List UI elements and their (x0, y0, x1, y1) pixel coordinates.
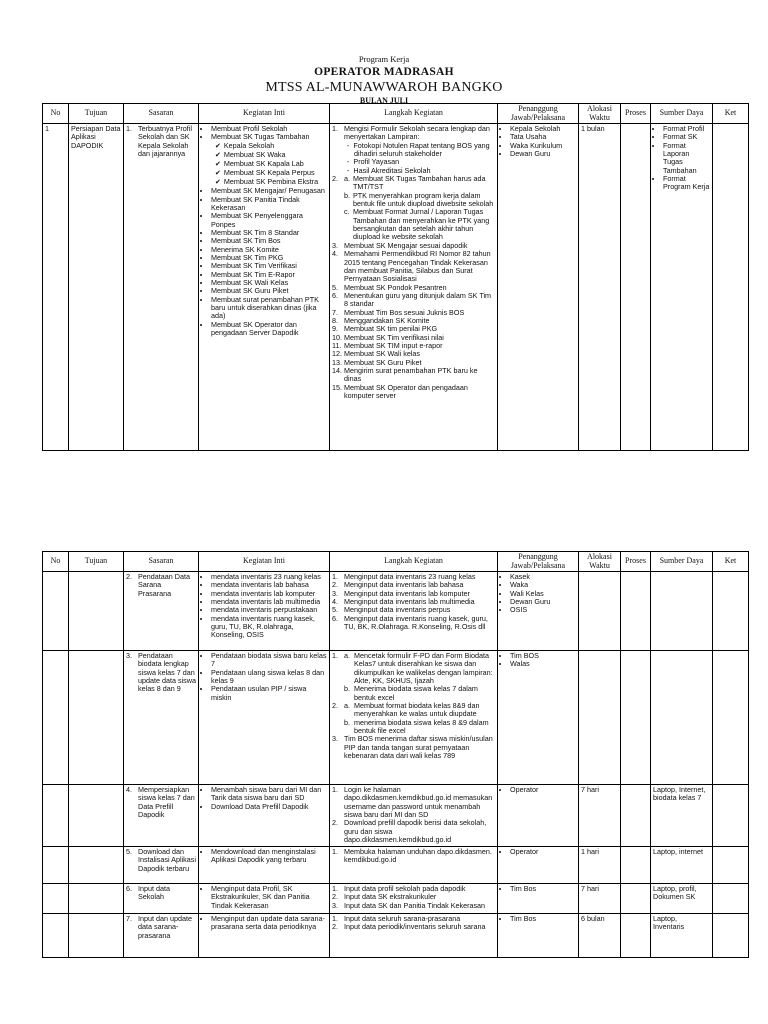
cell-langkah: 1. Membuka halaman unduhan dapo.dikdasmen. kemdikbud.go.id (330, 847, 498, 884)
list-item: • Membuat SK Mengajar/ Penugasan (211, 187, 327, 195)
list-item: • Dewan Guru (510, 150, 576, 158)
list-item: • Dewan Guru (510, 598, 576, 606)
cell-langkah: 1. Input data seluruh sarana-prasarana 2. Input data periodik/inventaris seluruh sarana (330, 914, 498, 958)
col-header-no: No (43, 104, 69, 124)
cell-waktu: 1 hari (579, 847, 621, 884)
list-item: • Membuat SK Tim Verifikasi (211, 262, 327, 270)
step-text: Menggandakan SK Komite (344, 315, 430, 325)
step-text: Membuka halaman unduhan dapo.dikdasmen. kemdikbud.go.id (344, 847, 492, 865)
sasaran-text: Pendataan Data Sarana Prasarana (138, 572, 190, 598)
check-item: ✔ Membuat SK Waka (223, 151, 327, 160)
col-header-langkah: Langkah Kegiatan (330, 552, 498, 572)
cell-pj (498, 572, 579, 651)
list-item: • mendata inventaris lab komputer (211, 590, 327, 598)
list-item: • Kepala Sekolah (510, 125, 576, 133)
list-item-label: Membuat SK Tugas Tambahan (211, 132, 310, 142)
col-header-pj: Penanggung Jawab/Pelaksana (498, 104, 579, 124)
step-text: Input data periodik/inventaris seluruh sarana (344, 922, 486, 932)
step-text: Membuat SK Operator dan pengadaan komputer server (344, 382, 468, 400)
col-header-proses: Proses (621, 552, 651, 572)
col-header-sumber: Sumber Daya (651, 104, 713, 124)
list-item: • Kasek (510, 573, 576, 581)
sasaran-text: Download dan Instalisasi Aplikasi Dapodik terbaru (138, 847, 196, 873)
list-item: • mendata inventaris lab multimedia (211, 598, 327, 606)
table-row (43, 785, 749, 847)
cell-kegiatan (199, 847, 330, 884)
list-item: • Membuat SK Wali Kelas (211, 279, 327, 287)
step-text: Menentukan guru yang ditunjuk dalam SK Tim 8 standar (344, 290, 492, 309)
cell-waktu: 7 hari (579, 785, 621, 847)
list-item: • mendata inventaris perpustakaan (211, 606, 327, 614)
step-text: menerima biodata siswa kelas 8 &9 dalam bentuk file excel (354, 717, 489, 736)
work-program-table-1 (42, 103, 749, 451)
step-text: Menginput data inventaris lab multimedia (344, 597, 475, 607)
col-header-waktu: Alokasi Waktu (579, 104, 621, 124)
cell-kegiatan (199, 124, 330, 451)
cell-sasaran (124, 884, 199, 914)
dash-item: - Profil Yayasan (354, 158, 495, 166)
sasaran-text: Input data Sekolah (138, 884, 170, 902)
step-text: Menginput data inventaris ruang kasek, guru, TU, BK, R.Olahraga. R.Konseling, R.Osis dll (344, 613, 488, 632)
cell-sasaran (124, 847, 199, 884)
step-text: Membuat SK Tim verifikasi nilai (344, 332, 444, 342)
step-text: PTK menyerahkan program kerja dalam bentuk file untuk diupload diwebsite sekolah (353, 190, 494, 209)
cell-pj (498, 651, 579, 785)
step-text: Menginput data inventaris 23 ruang kelas (344, 572, 476, 581)
col-header-proses: Proses (621, 104, 651, 124)
list-item: • Waka Kurikulum (510, 142, 576, 150)
list-item: • Tim Bos (510, 885, 576, 893)
step-text: Membuat Format Jurnal / Laporan Tugas Tambahan dan menyerahkan ke PTK yang bersangkutan dan setelah akhir tahun diupload ke website sekolah (353, 207, 490, 242)
list-item: • Walas (510, 660, 576, 668)
list-item: • OSIS (510, 606, 576, 614)
cell-sumber (651, 124, 713, 451)
list-item: • Mendownload dan menginstalasi Aplikasi Dapodik yang terbaru (211, 848, 327, 865)
step-text: Memahami Permendikbud RI Nomor 82 tahun 2015 tentang Pencegahan Tindak Kekerasan dan membuat Panitia, Silabus dan Surat Pernyataan Sosialisasi (344, 249, 491, 284)
step-text: Menginput data inventaris lab bahasa (344, 580, 464, 590)
list-item: • Format SK (663, 133, 710, 141)
step-text: Mengirim surat penambahan PTK baru ke dinas (344, 365, 478, 384)
step-text: Mencetak formulir F-PD dan Form Biodata Kelas7 untuk diserahkan ke siswa dan dikumpulkan ke walikelas dengan lampiran: Akte, KK, SKHUS, Ijazah (354, 651, 493, 686)
table-row (43, 651, 749, 785)
list-item: • Pendataan usulan PIP / siswa miskin (211, 685, 327, 702)
step-text: Menginput data inventaris perpus (344, 605, 451, 615)
sasaran-text: Pendataan biodata lengkap siswa kelas 7 dan update data siswa kelas 8 dan 9 (138, 651, 196, 694)
list-item: • Operator (510, 848, 576, 856)
step-text: Membuat SK Guru Piket (344, 357, 422, 367)
school-title: MTSS AL-MUNAWWAROH BANGKO (265, 80, 503, 95)
step-text: Membuat Tim Bos sesuai Juknis BOS (344, 307, 465, 317)
list-item: • Menginput dan update data sarana-prasarana serta data periodiknya (211, 915, 327, 932)
step-text: Tim BOS menerima daftar siswa miskin/usulan PIP dan tanda tangan surat pernyataan kebenaran data dari wali kelas 789 (344, 734, 493, 761)
list-item: • Membuat SK Guru Piket (211, 287, 327, 295)
cell-pj (498, 785, 579, 847)
list-item: • Membuat SK Panitia Tindak Kekerasan (211, 196, 327, 213)
cell-sumber (651, 572, 713, 651)
table-header-row (43, 552, 749, 572)
list-item: • Waka (510, 581, 576, 589)
col-header-sasaran: Sasaran (124, 104, 199, 124)
step-text: Membuat SK Tugas Tambahan harus ada TMT/TST (353, 174, 486, 192)
cell-langkah: 1. Input data profil sekolah pada dapodik 2. Input data SK ekstrakurikuler 3. Input data SK dan Panitia Tindak Kekerasan (330, 884, 498, 914)
sasaran-number: 6. (126, 884, 132, 893)
list-item: • Membuat SK Operator dan pengadaan Server Dapodik (211, 321, 327, 338)
cell-langkah: 1. Mengisi Formulir Sekolah secara lengkap dan menyertakan Lampiran: - Fotokopi Notulen Rapat tentang BOS yang dihadiri seluruh stakeholder - Profil Yayasan - Hasil Akreditasi Sekolah 2. a. Membuat SK Tugas Tambahan harus ada TMT/TST b. PTK menyerahkan program kerja dalam bentuk file untuk diupload diwebsite sekolah c. Membuat Format Jurnal / Laporan Tugas Tambahan dan menyerahkan ke PTK yang bersangkutan dan setelah akhir tahun diupload ke website sekolah 3. Membuat SK Mengajar sesuai dapodik 4. Memahami Permendikbud RI Nomor 82 tahun 2015 tentang Pencegahan Tindak Kekerasan dan membuat Panitia, Silabus dan Surat Pernyataan Sosialisasi 5. Membuat SK Pondok Pesantren 6. Menentukan guru yang ditunjuk dalam SK Tim 8 standar 7. Membuat Tim Bos sesuai Juknis BOS 8. Menggandakan SK Komite 9. Membuat SK tim penilai PKG 10. Membuat SK Tim verifikasi nilai 11. Membuat SK TIM input e-rapor 12. Membuat SK Wali kelas 13. Membuat SK Guru Piket 14. Mengirim surat penambahan PTK baru ke dinas 15. Membuat SK Operator dan pengadaan komputer server (330, 124, 498, 451)
month-label: BULAN JULI (359, 96, 409, 105)
cell-sasaran (124, 572, 199, 651)
cell-waktu: 6 bulan (579, 914, 621, 958)
cell-pj (498, 847, 579, 884)
step-text: Membuat SK Mengajar sesuai dapodik (344, 240, 468, 250)
list-item: • Format Profil (663, 125, 710, 133)
cell-langkah: 1. Menginput data inventaris 23 ruang kelas 2. Menginput data inventaris lab bahasa 3. Menginput data inventaris lab komputer 4. Menginput data inventaris lab multimedia 5. Menginput data inventaris perpus 6. Menginput data inventaris ruang kasek, guru, TU, BK, R.Olahraga. R.Konseling, R.Osis dll (330, 572, 498, 651)
list-item: • Wali Kelas (510, 590, 576, 598)
list-item: • Membuat SK Tim Bos (211, 237, 327, 245)
list-item: • Pendataan ulang siswa kelas 8 dan kelas 9 (211, 669, 327, 686)
table-row (43, 884, 749, 914)
list-item: • mendata inventaris 23 ruang kelas (211, 573, 327, 581)
sasaran-text: Mempersiapkan siswa kelas 7 dan Data Prefill Dapodik (138, 785, 195, 820)
check-item: ✔ Kepala Sekolah (223, 142, 327, 151)
table-row (43, 124, 749, 451)
step-text: Membuat SK tim penilai PKG (344, 324, 438, 334)
col-header-kegiatan: Kegiatan Inti (199, 104, 330, 124)
list-item (211, 133, 327, 187)
cell-kegiatan (199, 785, 330, 847)
cell-sasaran (124, 651, 199, 785)
cell-pj (498, 914, 579, 958)
col-header-waktu: Alokasi Waktu (579, 552, 621, 572)
list-item: • Operator (510, 786, 576, 794)
list-item: • Membuat SK Tim 8 Standar (211, 229, 327, 237)
program-label: Program Kerja (358, 54, 410, 64)
step-text: Input data seluruh sarana-prasarana (344, 914, 461, 923)
sasaran-number: 4. (126, 785, 132, 794)
cell-kegiatan (199, 914, 330, 958)
work-program-table-2 (42, 551, 749, 958)
step-text: Input data SK ekstrakurikuler (344, 892, 437, 902)
cell-kegiatan (199, 884, 330, 914)
cell-waktu (579, 651, 621, 785)
sasaran-text: Input dan update data sarana-prasarana (138, 914, 192, 940)
cell-tujuan: Persiapan Data Aplikasi DAPODIK (69, 124, 124, 451)
col-header-pj: Penanggung Jawab/Pelaksana (498, 552, 579, 572)
list-item: • Membuat SK Tim E-Rapor (211, 271, 327, 279)
step-text: Input data profil sekolah pada dapodik (344, 884, 466, 893)
cell-ket (713, 124, 749, 451)
cell-proses (621, 124, 651, 451)
step-text: Membuat SK Wali kelas (344, 349, 421, 359)
cell-waktu: 1 bulan (579, 124, 621, 451)
step-text: Membuat SK Pondok Pesantren (344, 282, 447, 292)
col-header-tujuan: Tujuan (69, 552, 124, 572)
dash-item: - Fotokopi Notulen Rapat tentang BOS yang dihadiri seluruh stakeholder (354, 142, 495, 159)
cell-sumber: Laptop, internet (651, 847, 713, 884)
col-header-ket: Ket (713, 552, 749, 572)
dash-item: - Hasil Akreditasi Sekolah (354, 167, 495, 175)
cell-kegiatan (199, 651, 330, 785)
check-item: ✔ Membuat SK Kapala Lab (223, 160, 327, 169)
list-item: • Membuat surat penambahan PTK baru untuk diserahkan dinas (jika ada) (211, 296, 327, 321)
col-header-sasaran: Sasaran (124, 552, 199, 572)
sasaran-text: Terbuatnya Profil Sekolah dan SK Kepala Sekolah dan jajarannya (138, 124, 192, 159)
cell-sumber: Laptop, Inventaris (651, 914, 713, 958)
cell-sasaran (124, 124, 199, 451)
sasaran-number: 2. (126, 572, 132, 581)
col-header-tujuan: Tujuan (69, 104, 124, 124)
list-item: • mendata inventaris ruang kasek, guru, TU, BK, R.olahraga, Konseling, OSIS (211, 615, 327, 640)
cell-no: 1 (43, 124, 69, 451)
step-text: Download prefill dapodik berisi data sekolah, guru dan siswa dapo.dikdasmen.kemdikbud.go.id (344, 818, 487, 845)
step-text: Membuat SK TIM input e-rapor (344, 340, 443, 350)
cell-pj (498, 124, 579, 451)
check-item: ✔ Membuat SK Kepala Perpus (223, 169, 327, 178)
list-item: • Menerima SK Komite (211, 246, 327, 254)
step-text: Mengisi Formulir Sekolah secara lengkap dan menyertakan Lampiran: (344, 124, 490, 142)
cell-sasaran (124, 785, 199, 847)
sasaran-number: 5. (126, 847, 132, 856)
list-item: • Tim BOS (510, 652, 576, 660)
step-text: Input data SK dan Panitia Tindak Kekerasan (344, 900, 486, 910)
list-item: • Menginput data Profil, SK Ekstrakurikuler, SK dan Panitia Tindak Kekerasan (211, 885, 327, 910)
cell-sumber: Laptop, profil, Dokumen SK (651, 884, 713, 914)
col-header-kegiatan: Kegiatan Inti (199, 552, 330, 572)
step-text: Membuat format biodata kelas 8&9 dan menyerahkan ke walas untuk diupdate (354, 701, 480, 719)
list-item: • Pendataan biodata siswa baru kelas 7 (211, 652, 327, 669)
step-text: Menerima biodata siswa kelas 7 dalam bentuk excel (354, 684, 478, 702)
list-item: • Tata Usaha (510, 133, 576, 141)
cell-waktu (579, 572, 621, 651)
list-item: • Membuat SK Tim PKG (211, 254, 327, 262)
list-item: • Format Laporan Tugas Tambahan (663, 142, 710, 175)
step-text: Login ke halaman dapo.dikdasmen.kemdikbud.go.id memasukan username dan password untuk menambah siswa baru dari MI dan SD (344, 785, 493, 820)
step-text: Menginput data inventaris lab komputer (344, 588, 470, 598)
operator-title: OPERATOR MADRASAH (314, 66, 454, 78)
list-item: • Download Data Prefill Dapodik (211, 803, 327, 811)
list-item: • Tim Bos (510, 915, 576, 923)
col-header-langkah: Langkah Kegiatan (330, 104, 498, 124)
cell-sasaran (124, 914, 199, 958)
list-item: • Membuat SK Penyelenggara Ponpes (211, 212, 327, 229)
check-item: ✔ Membuat SK Pembina Ekstra (223, 178, 327, 187)
list-item: • mendata inventaris lab bahasa (211, 581, 327, 589)
sasaran-number: 7. (126, 914, 132, 923)
table-row (43, 572, 749, 651)
cell-sumber (651, 651, 713, 785)
cell-sumber: Laptop, Internet, biodata kelas 7 (651, 785, 713, 847)
col-header-no: No (43, 552, 69, 572)
sasaran-number: 3. (126, 651, 132, 660)
cell-langkah: 1. Login ke halaman dapo.dikdasmen.kemdikbud.go.id memasukan username dan password untuk menambah siswa baru dari MI dan SD 2. Download prefill dapodik berisi data sekolah, guru dan siswa dapo.dikdasmen.kemdikbud.go.id (330, 785, 498, 847)
cell-langkah: 1. a. Mencetak formulir F-PD dan Form Biodata Kelas7 untuk diserahkan ke siswa dan dikumpulkan ke walikelas dengan lampiran: Akte, KK, SKHUS, Ijazah b. Menerima biodata siswa kelas 7 dalam bentuk excel 2. a. Membuat format biodata kelas 8&9 dan menyerahkan ke walas untuk diupdate b. menerima biodata siswa kelas 8 &9 dalam bentuk file excel 3. Tim BOS menerima daftar siswa miskin/usulan PIP dan tanda tangan surat pernyataan kebenaran data dari wali kelas 789 (330, 651, 498, 785)
cell-waktu: 7 hari (579, 884, 621, 914)
list-item: • Membuat Profil Sekolah (211, 125, 327, 133)
sasaran-number: 1. (126, 124, 132, 133)
col-header-ket: Ket (713, 104, 749, 124)
col-header-sumber: Sumber Daya (651, 552, 713, 572)
table-row (43, 914, 749, 958)
list-item: • Format Program Kerja (663, 175, 710, 192)
cell-kegiatan (199, 572, 330, 651)
cell-pj (498, 884, 579, 914)
table-header-row (43, 104, 749, 124)
table-row (43, 847, 749, 884)
list-item: • Menambah siswa baru dari MI dan Tarik data siswa baru dari SD (211, 786, 327, 803)
